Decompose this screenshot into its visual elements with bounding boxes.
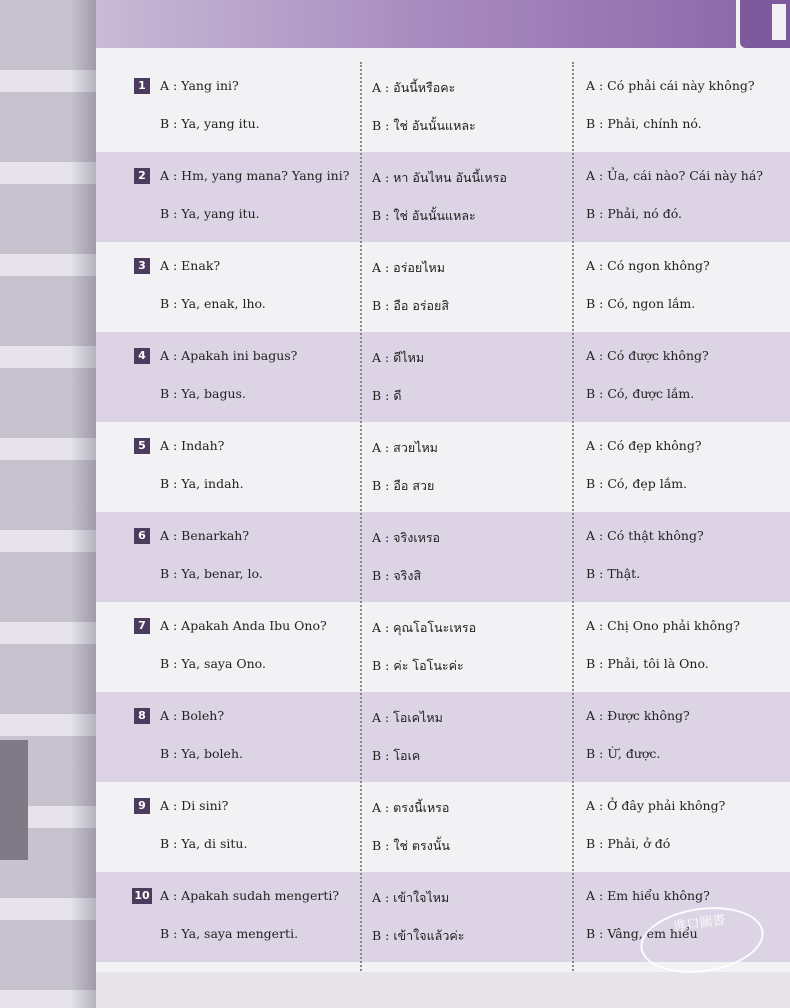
spine-dark-block — [0, 740, 28, 860]
phrase-th-b: B : ใช่ อันนั้นแหละ — [372, 208, 476, 223]
phrase-id-b: B : Ya, di situ. — [160, 836, 248, 851]
row-number-badge: 1 — [134, 78, 150, 94]
phrase-id-a: A : Hm, yang mana? Yang ini? — [160, 168, 350, 183]
phrase-vi-a: A : Ở đây phải không? — [586, 798, 726, 813]
row-number-badge: 2 — [134, 168, 150, 184]
phrase-vi-b: B : Phải, chính nó. — [586, 116, 702, 131]
row-number-badge: 3 — [134, 258, 150, 274]
phrase-th-a: A : เข้าใจไหม — [372, 890, 450, 905]
phrase-id-a: A : Benarkah? — [160, 528, 250, 543]
table-row — [96, 332, 790, 422]
row-number-badge: 10 — [132, 888, 152, 904]
phrase-th-a: A : คุณโอโนะเหรอ — [372, 620, 477, 635]
page-footer-band — [96, 972, 790, 1008]
phrase-id-b: B : Ya, benar, lo. — [160, 566, 263, 581]
phrase-th-b: B : ใช่ ตรงนั้น — [372, 838, 450, 853]
phrase-id-b: B : Ya, yang itu. — [160, 206, 260, 221]
phrase-id-a: A : Yang ini? — [160, 78, 239, 93]
phrase-vi-b: B : Có, ngon lắm. — [586, 296, 696, 311]
row-number-badge: 6 — [134, 528, 150, 544]
phrase-th-a: A : ตรงนี้เหรอ — [372, 800, 450, 815]
chapter-tab — [740, 0, 790, 48]
phrase-vi-b: B : Ừ, được. — [586, 746, 661, 761]
phrase-id-b: B : Ya, saya Ono. — [160, 656, 266, 671]
phrase-th-a: A : อันนี้หรือคะ — [372, 80, 456, 95]
watermark-text: 進口圖書 — [672, 912, 727, 935]
phrase-vi-a: A : Ủa, cái nào? Cái này há? — [586, 168, 763, 183]
table-row — [96, 242, 790, 332]
phrase-id-a: A : Apakah ini bagus? — [160, 348, 298, 363]
phrase-th-b: B : ดี — [372, 388, 402, 403]
phrase-id-b: B : Ya, bagus. — [160, 386, 246, 401]
phrase-vi-b: B : Thật. — [586, 566, 641, 581]
column-divider-2 — [572, 62, 574, 974]
table-row — [96, 422, 790, 512]
phrase-th-b: B : โอเค — [372, 748, 421, 763]
row-number-badge: 4 — [134, 348, 150, 364]
row-number-badge: 5 — [134, 438, 150, 454]
phrase-id-b: B : Ya, enak, lho. — [160, 296, 266, 311]
row-number-badge: 7 — [134, 618, 150, 634]
phrase-vi-b: B : Phải, tôi là Ono. — [586, 656, 709, 671]
phrase-id-a: A : Apakah Anda Ibu Ono? — [160, 618, 327, 633]
row-number-badge: 8 — [134, 708, 150, 724]
phrase-id-b: B : Ya, boleh. — [160, 746, 243, 761]
table-row — [96, 602, 790, 692]
phrase-id-a: A : Boleh? — [160, 708, 225, 723]
table-row — [96, 152, 790, 242]
phrase-id-b: B : Ya, yang itu. — [160, 116, 260, 131]
phrase-th-b: B : เข้าใจแล้วค่ะ — [372, 928, 465, 943]
phrase-vi-b: B : Phải, nó đó. — [586, 206, 683, 221]
table-row — [96, 782, 790, 872]
header-band — [96, 0, 736, 48]
phrase-id-a: A : Apakah sudah mengerti? — [160, 888, 340, 903]
table-row — [96, 512, 790, 602]
phrase-th-b: B : ใช่ อันนั้นแหละ — [372, 118, 476, 133]
phrase-th-b: B : จริงสิ — [372, 568, 422, 583]
phrase-vi-b: B : Có, được lắm. — [586, 386, 695, 401]
phrase-vi-a: A : Có được không? — [586, 348, 709, 363]
row-number-badge: 9 — [134, 798, 150, 814]
phrase-th-b: B : อือ สวย — [372, 478, 435, 493]
phrase-id-b: B : Ya, saya mengerti. — [160, 926, 299, 941]
phrase-vi-a: A : Có phải cái này không? — [586, 78, 755, 93]
column-divider-1 — [360, 62, 362, 974]
phrase-id-a: A : Enak? — [160, 258, 221, 273]
phrase-th-a: A : อร่อยไหม — [372, 260, 446, 275]
phrase-vi-a: A : Chị Ono phải không? — [586, 618, 740, 633]
phrase-th-b: B : อือ อร่อยสิ — [372, 298, 450, 313]
phrase-vi-a: A : Được không? — [586, 708, 690, 723]
phrase-id-a: A : Di sini? — [160, 798, 229, 813]
phrase-id-a: A : Indah? — [160, 438, 225, 453]
phrase-vi-a: A : Có ngon không? — [586, 258, 710, 273]
phrase-th-b: B : ค่ะ โอโนะค่ะ — [372, 658, 464, 673]
phrase-vi-a: A : Em hiểu không? — [586, 888, 710, 903]
phrase-vi-a: A : Có thật không? — [586, 528, 704, 543]
phrase-id-b: B : Ya, indah. — [160, 476, 244, 491]
phrase-th-a: A : โอเคไหม — [372, 710, 443, 725]
table-row — [96, 62, 790, 152]
phrase-vi-b: B : Vâng, em hiểu — [586, 926, 698, 941]
phrase-th-a: A : หา อันไหน อันนี้เหรอ — [372, 170, 507, 185]
chapter-tab-mark — [772, 4, 786, 40]
phrase-th-a: A : ดีไหม — [372, 350, 425, 365]
phrase-vi-b: B : Có, đẹp lắm. — [586, 476, 688, 491]
phrase-th-a: A : จริงเหรอ — [372, 530, 441, 545]
phrase-th-a: A : สวยไหม — [372, 440, 438, 455]
table-row — [96, 692, 790, 782]
phrase-vi-a: A : Có đẹp không? — [586, 438, 702, 453]
phrase-vi-b: B : Phải, ở đó — [586, 836, 671, 851]
